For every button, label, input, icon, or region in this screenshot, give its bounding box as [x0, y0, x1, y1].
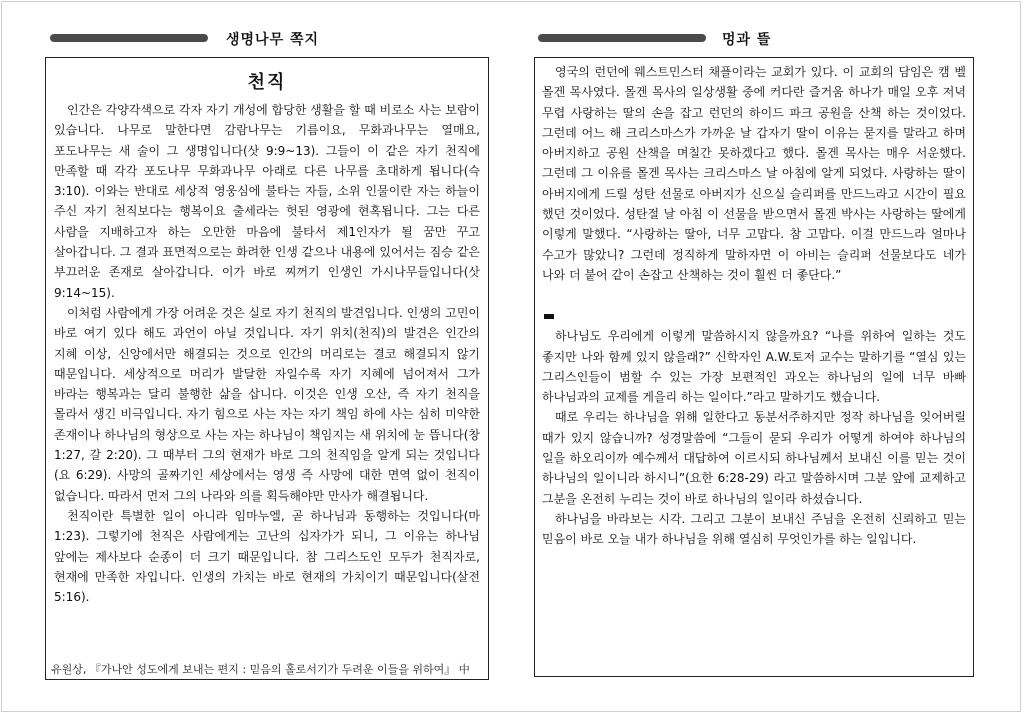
right-story-panel — [534, 57, 974, 677]
paragraph: 하나님도 우리에게 이렇게 말씀하시지 않을까요? “나를 위하여 일하는 것도 좋지만 나와 함께 있지 않을래?” 신학자인 A.W.토저 교수는 말하기를 “열심 있는 그리스인들이 범할 수 있는 가장 보편적인 과오는 하나님의 일에 너무 바빠 하나님과의 교제를 게을리 하는 일이다.”라고 말하기도 했습니다. — [542, 329, 966, 405]
section-marker-icon — [544, 314, 554, 319]
left-header-title: 생명나무 쪽지 — [226, 32, 320, 48]
right-header-bar — [538, 34, 706, 42]
paragraph: 영국의 런던에 웨스트민스터 채플이라는 교회가 있다. 이 교회의 담임은 캠 벨 몰겐 목사였다. 몰겐 목사의 일상생활 중에 커다란 즐거움 하나가 매일 오후 저녁 무렵 사랑하는 딸의 손을 잡고 런던의 하이드 파크 공원을 산책 하는 것이었다. 그런데 어느 해 크리스마스가 가까운 날 갑자기 딸이 이유는 묻지를 말라고 하며 아버지하고 공원 산책을 며칠간 못하겠다고 했다. 몰겐 목사는 매우 서운했다. 그런데 그 이유를 몰겐 목사는 크리스마스 날 아침에 알게 되었다. 사랑하는 딸이 아버지에게 드릴 성탄 선물로 아버지가 신으실 슬리퍼를 만드느라고 시간이 필요 했던 것이었다. 성탄절 날 아침 이 선물을 받으면서 몰겐 박사는 사랑하는 딸에게 이렇게 말했다. “사랑하는 딸아, 너무 고맙다. 참 고맙다. 이걸 만드느라 얼마나 수고가 많았니? 그런데 정직하게 말하자면 이 아비는 슬리퍼 선물보다도 네가 나와 더 붙어 같이 손잡고 산책하는 것이 훨씬 더 좋단다.” — [542, 65, 966, 282]
left-header-bar — [50, 34, 208, 42]
paragraph: 인간은 각양각색으로 각자 자기 개성에 합당한 생활을 할 때 비로소 사는 보람이 있습니다. 나무로 말한다면 감람나무는 기름이요, 무화과나무는 열매요, 포도나무는 새 술이 그 생명입니다(삿 9:9~13). 그들이 이 같은 자기 천직에 만족할 때 각각 포도나무 무화과나무 아래로 다른 나무를 초대하게 됩니다(슥 3:10). 이와는 반대로 세상적 영웅심에 불타는 자들, 소위 인물이란 자는 하늘이 주신 자기 천직보다는 행복이요 출세라는 헛된 영광에 현혹됩니다. 그는 다른 사람을 지배하고자 하는 오만한 마음에 불타서 제1인자가 될 꿈만 꾸고 살아갑니다. 그 결과 표면적으로는 화려한 인생 같으나 내용에 있어서는 짐승 같은 부끄러운 존재로 살아갑니다. 이가 바로 찌꺼기 인생인 가시나무들입니다(삿 9:14~15). — [54, 103, 480, 300]
right-story-body — [542, 62, 966, 550]
left-article-panel — [45, 57, 489, 680]
left-article-body — [54, 100, 480, 607]
right-header-title: 멍과 뜰 — [722, 32, 772, 48]
article-title: 천직 — [247, 72, 287, 93]
paragraph: 하나님을 바라보는 시각. 그리고 그분이 보내신 주님을 온전히 신뢰하고 믿는 믿음이 바로 오늘 내가 하나님을 위해 열심히 무엇인가를 하는 일입니다. — [542, 511, 966, 547]
paragraph: 천직이란 특별한 일이 아니라 임마누엘, 곧 하나님과 동행하는 것입니다(마 1:23). 그렇기에 천직은 사람에게는 고난의 십자가가 되니, 그 이유는 하나님 앞에는 제사보다 순종이 더 크기 때문입니다. 참 그리스도인 모두가 천직자로, 현재에 만족한 자입니다. 인생의 가치는 바로 현재의 가치이기 때문입니다(살전 5:16). — [54, 508, 480, 605]
paragraph: 때로 우리는 하나님을 위해 일한다고 동분서주하지만 정작 하나님을 잊어버릴 때가 있지 않습니까? 성경말씀에 “그들이 묻되 우리가 어떻게 하여야 하나님의 일을 하오리이까 예수께서 대답하여 이르시되 하나님께서 보내신 이를 믿는 것이 하나님의 일이니라 하시니”(요한 6:28-29) 라고 말씀하시며 그분 앞에 교제하고 그분을 온전히 누리는 것이 바로 하나님의 일이라 하셨습니다. — [542, 410, 966, 506]
paragraph: 이처럼 사람에게 가장 어려운 것은 실로 자기 천직의 발견입니다. 인생의 고민이 바로 여기 있다 해도 과언이 아닐 것입니다. 자기 위치(천직)의 발견은 인간의 지혜 이상, 신앙에서만 해결되는 것으로 인간의 머리로는 결코 해결되지 않기 때문입니다. 세상적으로 머리가 발달한 자일수록 자기 지혜에 넘어져서 그가 바라는 행복과는 달리 불행한 삶을 삽니다. 이것은 인생 오산, 즉 자기 천직을 몰라서 생긴 비극입니다. 자기 힘으로 사는 자는 자기 책임 하에 사는 심히 미약한 존재이나 하나님의 형상으로 사는 자는 하나님이 책임지는 새 위치에 눈 뜹니다(창 1:27, 갈 2:20). 그 때부터 그의 현재가 바로 그의 천직임을 알게 되는 것입니다(요 6:29). 사망의 골짜기인 세상에서는 영생 즉 사망에 대한 면역 없이 천직이 없습니다. 따라서 먼저 그의 나라와 의를 획득해야만 만사가 해결됩니다. — [54, 305, 480, 503]
source-citation: 유원상, 『가나안 성도에게 보내는 편지 : 믿음의 홀로서기가 두려운 이들을 위하여』 中 — [51, 663, 470, 676]
